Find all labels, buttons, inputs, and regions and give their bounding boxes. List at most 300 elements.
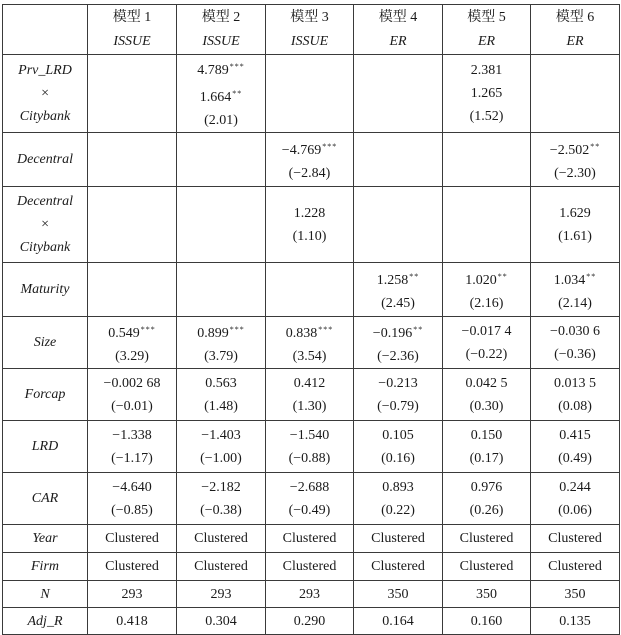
value: Clustered xyxy=(282,531,337,546)
cell-line xyxy=(177,345,265,368)
cell-line xyxy=(531,265,619,292)
empty-cell xyxy=(177,263,266,317)
significance-stars: *** xyxy=(140,324,156,334)
cell-line xyxy=(443,527,530,550)
value: 0.150 xyxy=(470,427,503,443)
coefficient-cell xyxy=(531,133,620,187)
cell-line xyxy=(266,372,353,395)
cell-line xyxy=(531,424,619,447)
cell-line xyxy=(443,82,530,105)
significance-stars: ** xyxy=(497,271,508,281)
cell-line xyxy=(354,555,442,578)
significance-stars: *** xyxy=(318,324,334,334)
t-statistic: (−0.01) xyxy=(111,398,153,414)
t-statistic: (−0.79) xyxy=(377,398,419,414)
cell-line xyxy=(354,345,442,368)
t-statistic: (1.48) xyxy=(204,398,238,414)
value: 350 xyxy=(476,586,497,602)
coefficient-cell xyxy=(177,581,266,608)
row-label-line: Citybank xyxy=(19,240,71,255)
t-statistic: (2.16) xyxy=(469,295,504,311)
cell-line xyxy=(531,162,619,185)
cell-line xyxy=(443,395,530,418)
coefficient-cell xyxy=(531,317,620,369)
cell-line xyxy=(354,372,442,395)
row-label-line: Citybank xyxy=(19,109,71,124)
value: Clustered xyxy=(194,559,248,574)
coefficient-cell xyxy=(354,525,443,553)
empty-cell xyxy=(177,133,266,187)
value: −0.196 xyxy=(372,325,413,341)
value: 1.258 xyxy=(376,272,409,288)
table-row xyxy=(3,133,620,187)
dependent-variable: ER xyxy=(389,33,407,49)
coefficient-cell xyxy=(266,525,354,553)
t-statistic: (1.30) xyxy=(292,398,327,414)
dependent-variable: ER xyxy=(566,33,584,49)
t-statistic: (1.10) xyxy=(292,228,327,244)
t-statistic: (0.30) xyxy=(469,398,504,414)
cell-line xyxy=(177,55,265,82)
value: 1.664 xyxy=(199,90,232,105)
empty-cell xyxy=(354,133,443,187)
coefficient-cell xyxy=(177,553,266,581)
coefficient-cell xyxy=(354,608,443,635)
row-label-line: Decentral xyxy=(17,194,73,209)
value: 350 xyxy=(387,586,409,602)
cell-line xyxy=(443,320,530,343)
row-label xyxy=(3,553,88,581)
cell-line xyxy=(266,202,353,225)
corner-cell xyxy=(3,5,88,55)
cell-line xyxy=(531,555,619,578)
value: Clustered xyxy=(105,531,159,546)
cell-line xyxy=(177,583,265,606)
coefficient-cell xyxy=(531,187,620,263)
cell-line xyxy=(443,292,530,315)
t-statistic: (−0.88) xyxy=(288,450,331,466)
cell-line xyxy=(88,395,176,418)
cell-line xyxy=(177,318,265,345)
table-row xyxy=(3,187,620,263)
significance-stars: *** xyxy=(322,141,338,151)
value: 0.899 xyxy=(197,325,229,341)
empty-cell xyxy=(88,133,177,187)
t-statistic: (0.49) xyxy=(558,450,592,466)
value: 0.893 xyxy=(382,479,414,495)
coefficient-cell xyxy=(266,473,354,525)
cell-line xyxy=(443,343,530,366)
cell-line xyxy=(531,476,619,499)
t-statistic: (−0.38) xyxy=(200,502,242,518)
cell-line xyxy=(88,318,176,345)
regression-table xyxy=(2,4,620,635)
column-header xyxy=(177,5,266,55)
value: −2.502 xyxy=(549,142,590,158)
cell-line xyxy=(354,527,442,550)
cell-line xyxy=(88,476,176,499)
cell-line xyxy=(177,109,265,132)
cell-line xyxy=(266,447,353,470)
cell-line xyxy=(177,527,265,550)
cell-line xyxy=(531,610,619,633)
value: 293 xyxy=(121,586,143,602)
coefficient-cell xyxy=(88,553,177,581)
cell-line xyxy=(531,395,619,418)
cell-line xyxy=(88,583,176,606)
value: 0.412 xyxy=(293,375,326,391)
model-name: 模型 5 xyxy=(467,9,506,25)
value: −1.338 xyxy=(112,427,152,443)
row-label xyxy=(3,133,88,187)
value: Clustered xyxy=(105,559,159,574)
row-label-line: Forcap xyxy=(24,387,66,402)
column-header xyxy=(88,5,177,55)
t-statistic: (0.17) xyxy=(469,450,504,466)
cell-line xyxy=(88,424,176,447)
dependent-variable: ISSUE xyxy=(113,33,151,49)
cell-line xyxy=(531,202,619,225)
significance-stars: ** xyxy=(409,271,420,281)
t-statistic: (−2.36) xyxy=(377,348,419,364)
t-statistic: (−0.85) xyxy=(111,502,153,518)
coefficient-cell xyxy=(354,421,443,473)
value: Clustered xyxy=(459,559,514,574)
table-body xyxy=(3,55,620,635)
coefficient-cell xyxy=(354,369,443,421)
t-statistic: (1.61) xyxy=(558,228,592,244)
value: 350 xyxy=(564,586,586,602)
t-statistic: (2.01) xyxy=(204,113,238,128)
empty-cell xyxy=(88,55,177,133)
cell-line xyxy=(266,318,353,345)
coefficient-cell xyxy=(443,553,531,581)
row-label-line: CAR xyxy=(31,491,59,506)
model-name: 模型 6 xyxy=(555,9,595,25)
cell-line xyxy=(177,82,265,109)
coefficient-cell xyxy=(531,581,620,608)
cell-line xyxy=(177,499,265,522)
empty-cell xyxy=(443,133,531,187)
coefficient-cell xyxy=(88,473,177,525)
value: −1.540 xyxy=(289,427,330,443)
value: Clustered xyxy=(371,559,425,574)
t-statistic: (−2.30) xyxy=(554,165,596,181)
value: Clustered xyxy=(459,531,514,546)
row-label-line: × xyxy=(40,217,50,232)
cell-line xyxy=(354,292,442,315)
cell-line xyxy=(354,499,442,522)
t-statistic: (0.16) xyxy=(381,450,415,466)
cell-line xyxy=(88,527,176,550)
row-label xyxy=(3,525,88,553)
row-label-line: Prv_LRD xyxy=(18,63,72,78)
coefficient-cell xyxy=(266,317,354,369)
coefficient-cell xyxy=(177,55,266,133)
coefficient-cell xyxy=(266,608,354,635)
table-row xyxy=(3,553,620,581)
coefficient-cell xyxy=(88,525,177,553)
value: 0.415 xyxy=(559,427,591,443)
value: −0.002 68 xyxy=(103,375,161,391)
cell-line xyxy=(354,476,442,499)
row-label xyxy=(3,421,88,473)
row-label-line: Maturity xyxy=(20,282,70,297)
cell-line xyxy=(531,135,619,162)
empty-cell xyxy=(354,55,443,133)
cell-line xyxy=(177,476,265,499)
coefficient-cell xyxy=(443,55,531,133)
column-header xyxy=(354,5,443,55)
value: −2.688 xyxy=(289,479,330,495)
column-header xyxy=(443,5,531,55)
model-name: 模型 1 xyxy=(112,9,152,25)
table-row xyxy=(3,608,620,635)
row-label-line: × xyxy=(40,86,50,101)
cell-line xyxy=(266,162,353,185)
value: Clustered xyxy=(371,531,425,546)
coefficient-cell xyxy=(531,369,620,421)
cell-line xyxy=(443,447,530,470)
cell-line xyxy=(443,372,530,395)
cell-line xyxy=(88,345,176,368)
cell-line xyxy=(354,318,442,345)
t-statistic: (0.08) xyxy=(558,398,592,414)
value: −4.640 xyxy=(112,479,152,495)
model-name: 模型 4 xyxy=(378,9,418,25)
row-label xyxy=(3,317,88,369)
empty-cell xyxy=(177,187,266,263)
cell-line xyxy=(443,476,530,499)
cell-line xyxy=(88,372,176,395)
value: 0.160 xyxy=(470,613,503,629)
cell-line xyxy=(354,265,442,292)
row-label-line: Firm xyxy=(31,559,59,574)
coefficient-cell xyxy=(531,608,620,635)
coefficient-cell xyxy=(266,581,354,608)
t-statistic: (−0.36) xyxy=(554,346,596,362)
row-label-line: Size xyxy=(33,335,57,350)
dependent-variable: ISSUE xyxy=(202,33,240,49)
t-statistic: (0.26) xyxy=(469,502,504,518)
row-label-line: Adj_R xyxy=(27,613,63,629)
significance-stars: *** xyxy=(229,62,245,71)
coefficient-cell xyxy=(531,421,620,473)
cell-line xyxy=(266,555,353,578)
model-name: 模型 3 xyxy=(290,9,329,25)
t-statistic: (0.22) xyxy=(381,502,415,518)
t-statistic: (1.52) xyxy=(469,109,504,124)
empty-cell xyxy=(88,187,177,263)
cell-line xyxy=(354,395,442,418)
coefficient-cell xyxy=(531,473,620,525)
value: 0.418 xyxy=(116,613,148,629)
empty-cell xyxy=(531,55,620,133)
value: Clustered xyxy=(194,531,248,546)
empty-cell xyxy=(88,263,177,317)
coefficient-cell xyxy=(177,369,266,421)
coefficient-cell xyxy=(531,263,620,317)
cell-line xyxy=(266,527,353,550)
cell-line xyxy=(266,424,353,447)
value: −4.769 xyxy=(281,142,322,158)
coefficient-cell xyxy=(177,317,266,369)
value: Clustered xyxy=(548,559,602,574)
cell-line xyxy=(88,610,176,633)
row-label xyxy=(3,263,88,317)
cell-line xyxy=(177,555,265,578)
value: 0.290 xyxy=(293,613,326,629)
cell-line xyxy=(354,424,442,447)
cell-line xyxy=(443,59,530,82)
cell-line xyxy=(266,225,353,248)
cell-line xyxy=(177,447,265,470)
value: −0.213 xyxy=(378,375,418,391)
coefficient-cell xyxy=(443,608,531,635)
t-statistic: (−1.17) xyxy=(111,450,153,466)
coefficient-cell xyxy=(531,525,620,553)
coefficient-cell xyxy=(266,187,354,263)
cell-line xyxy=(266,135,353,162)
coefficient-cell xyxy=(443,421,531,473)
cell-line xyxy=(88,555,176,578)
t-statistic: (2.45) xyxy=(381,295,415,311)
cell-line xyxy=(443,555,530,578)
t-statistic: (2.14) xyxy=(558,295,592,311)
cell-line xyxy=(531,447,619,470)
cell-line xyxy=(354,583,442,606)
cell-line xyxy=(443,499,530,522)
cell-line xyxy=(531,225,619,248)
value: 1.034 xyxy=(553,272,586,288)
column-header xyxy=(531,5,620,55)
cell-line xyxy=(443,583,530,606)
value: 0.042 5 xyxy=(465,375,508,391)
coefficient-cell xyxy=(354,473,443,525)
header-row xyxy=(3,5,620,55)
model-name: 模型 2 xyxy=(201,9,241,25)
cell-line xyxy=(266,395,353,418)
value: −0.030 6 xyxy=(550,323,600,339)
cell-line xyxy=(531,527,619,550)
t-statistic: (−2.84) xyxy=(288,165,331,181)
cell-line xyxy=(443,610,530,633)
row-label xyxy=(3,608,88,635)
coefficient-cell xyxy=(354,581,443,608)
row-label-line: LRD xyxy=(31,439,59,454)
value: 0.164 xyxy=(382,613,414,629)
value: 0.013 5 xyxy=(554,375,596,391)
cell-line xyxy=(177,424,265,447)
coefficient-cell xyxy=(531,553,620,581)
t-statistic: (3.79) xyxy=(204,348,238,364)
row-label xyxy=(3,581,88,608)
value: −1.403 xyxy=(201,427,241,443)
cell-line xyxy=(266,476,353,499)
value: 293 xyxy=(210,586,232,602)
coefficient-cell xyxy=(354,553,443,581)
cell-line xyxy=(443,105,530,128)
coefficient-cell xyxy=(443,473,531,525)
t-statistic: (−1.00) xyxy=(200,450,242,466)
cell-line xyxy=(88,499,176,522)
coefficient-cell xyxy=(443,525,531,553)
significance-stars: ** xyxy=(586,271,597,281)
table-row xyxy=(3,369,620,421)
row-label xyxy=(3,55,88,133)
table-row xyxy=(3,55,620,133)
coefficient-cell xyxy=(354,317,443,369)
table-row xyxy=(3,317,620,369)
significance-stars: ** xyxy=(413,324,424,334)
coefficient-cell xyxy=(88,317,177,369)
value: −2.182 xyxy=(201,479,241,495)
cell-line xyxy=(354,447,442,470)
significance-stars: ** xyxy=(590,141,601,151)
cell-line xyxy=(531,292,619,315)
coefficient-cell xyxy=(88,608,177,635)
coefficient-cell xyxy=(177,525,266,553)
dependent-variable: ISSUE xyxy=(290,33,329,49)
table-row xyxy=(3,421,620,473)
cell-line xyxy=(443,265,530,292)
value: −0.017 4 xyxy=(461,323,512,339)
value: 0.105 xyxy=(382,427,414,443)
t-statistic: (3.54) xyxy=(292,348,327,364)
coefficient-cell xyxy=(443,369,531,421)
cell-line xyxy=(177,372,265,395)
dependent-variable: ER xyxy=(477,33,496,49)
empty-cell xyxy=(354,187,443,263)
cell-line xyxy=(177,610,265,633)
coefficient-cell xyxy=(266,421,354,473)
cell-line xyxy=(266,345,353,368)
value: 1.629 xyxy=(559,205,591,221)
empty-cell xyxy=(443,187,531,263)
value: 1.228 xyxy=(293,205,326,221)
cell-line xyxy=(443,424,530,447)
coefficient-cell xyxy=(88,421,177,473)
table-row xyxy=(3,525,620,553)
t-statistic: (−0.49) xyxy=(288,502,331,518)
coefficient-cell xyxy=(88,369,177,421)
cell-line xyxy=(266,610,353,633)
value: 0.135 xyxy=(559,613,591,629)
t-statistic: (0.06) xyxy=(558,502,592,518)
value: Clustered xyxy=(548,531,602,546)
value: 0.838 xyxy=(285,325,318,341)
table-row xyxy=(3,263,620,317)
empty-cell xyxy=(266,55,354,133)
coefficient-cell xyxy=(354,263,443,317)
value: 2.381 xyxy=(470,63,503,78)
value: 4.789 xyxy=(197,63,229,78)
cell-line xyxy=(531,372,619,395)
row-label-line: N xyxy=(40,586,50,602)
t-statistic: (−0.22) xyxy=(465,346,508,362)
row-label xyxy=(3,369,88,421)
cell-line xyxy=(531,499,619,522)
value: 1.020 xyxy=(465,272,497,288)
coefficient-cell xyxy=(266,553,354,581)
value: 0.304 xyxy=(205,613,237,629)
cell-line xyxy=(354,610,442,633)
significance-stars: ** xyxy=(232,89,243,98)
table-row xyxy=(3,473,620,525)
value: 0.244 xyxy=(559,479,591,495)
cell-line xyxy=(266,499,353,522)
coefficient-cell xyxy=(177,421,266,473)
